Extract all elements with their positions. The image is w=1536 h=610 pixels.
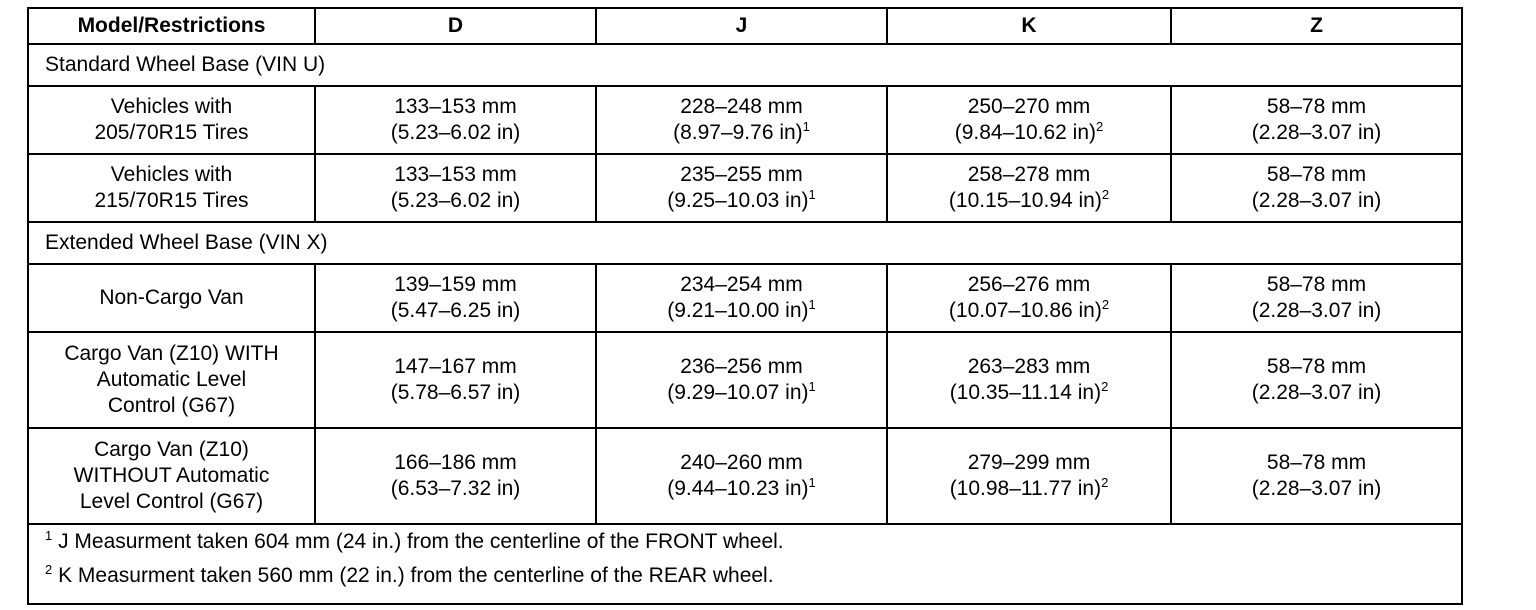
- value-mm: 58–78 mm: [1266, 95, 1367, 118]
- header-model-restrictions: Model/Restrictions: [28, 8, 315, 44]
- value-mm: 263–283 mm: [967, 355, 1091, 378]
- cell-j: [596, 428, 887, 524]
- table-row: [28, 86, 1462, 154]
- model-line: 215/70R15 Tires: [94, 189, 249, 212]
- footnote-text: J Measurment taken 604 mm (24 in.) from the centerline of the FRONT wheel.: [52, 530, 784, 553]
- value-in: (2.28–3.07 in): [1251, 381, 1382, 404]
- model-line: WITHOUT Automatic: [73, 464, 270, 487]
- table-row: [28, 264, 1462, 332]
- footnote-ref: 1: [808, 187, 816, 202]
- value-in: (2.28–3.07 in): [1251, 189, 1382, 212]
- footnote-ref: 2: [1101, 187, 1110, 202]
- value-mm: 58–78 mm: [1266, 451, 1367, 474]
- table-row: [28, 332, 1462, 428]
- value-in: (9.29–10.07 in)$^1$: [667, 379, 816, 404]
- model-cell: [28, 264, 315, 332]
- header-j: J: [596, 8, 887, 44]
- specification-table: [27, 7, 1463, 605]
- cell-d: [315, 154, 596, 222]
- cell-d: [315, 264, 596, 332]
- footnote-ref: 2: [1101, 379, 1109, 394]
- model-cell: [28, 154, 315, 222]
- value-in: (5.23–6.02 in): [390, 121, 521, 144]
- footnote-ref: 1: [802, 119, 810, 134]
- section-row-standard-wheel-base: [28, 44, 1462, 86]
- value-mm: 236–256 mm: [680, 355, 803, 378]
- footnote-ref: 2: [1096, 119, 1104, 134]
- footnote-ref: 2: [1101, 475, 1109, 490]
- cell-z: [1171, 428, 1462, 524]
- value-in: (2.28–3.07 in): [1251, 299, 1382, 322]
- model-cell: [28, 332, 315, 428]
- value-mm: 258–278 mm: [967, 163, 1091, 186]
- value-mm: 250–270 mm: [967, 95, 1091, 118]
- cell-k: [887, 428, 1171, 524]
- cell-k: [887, 332, 1171, 428]
- section-title: Extended Wheel Base (VIN X): [28, 222, 1462, 264]
- model-line: Automatic Level: [96, 368, 247, 391]
- footnote-2: [45, 559, 1461, 593]
- cell-j: [596, 154, 887, 222]
- cell-k: [887, 264, 1171, 332]
- value-mm: 240–260 mm: [680, 451, 803, 474]
- header-z: Z: [1171, 8, 1462, 44]
- model-line: Level Control (G67): [79, 490, 264, 513]
- cell-d: [315, 428, 596, 524]
- value-in: (9.84–10.62 in)$^2$: [954, 119, 1104, 144]
- footnote-mark: 2: [45, 562, 53, 577]
- value-in: (10.07–10.86 in)$^2$: [948, 297, 1110, 322]
- cell-j: [596, 264, 887, 332]
- header-k: K: [887, 8, 1171, 44]
- header-d: D: [315, 8, 596, 44]
- value-mm: 58–78 mm: [1266, 163, 1367, 186]
- header-row: [28, 8, 1462, 44]
- value-in: (10.35–11.14 in)$^2$: [949, 379, 1109, 404]
- cell-d: [315, 86, 596, 154]
- cell-k: [887, 86, 1171, 154]
- value-mm: 147–167 mm: [394, 355, 517, 378]
- footnote-ref: 1: [808, 379, 816, 394]
- value-in: (9.25–10.03 in)$^1$: [667, 187, 816, 212]
- value-mm: 58–78 mm: [1266, 273, 1367, 296]
- value-in: (6.53–7.32 in): [390, 477, 521, 500]
- model-line: Cargo Van (Z10): [94, 438, 249, 461]
- model-line: 205/70R15 Tires: [94, 121, 249, 144]
- table-row: [28, 154, 1462, 222]
- footnote-mark: 1: [45, 528, 53, 543]
- value-in: (2.28–3.07 in): [1251, 121, 1382, 144]
- model-cell: [28, 428, 315, 524]
- footnote-ref: 1: [808, 297, 816, 312]
- model-line: Vehicles with: [110, 163, 233, 186]
- value-in: (9.21–10.00 in)$^1$: [667, 297, 816, 322]
- cell-j: [596, 86, 887, 154]
- value-in: (10.15–10.94 in)$^2$: [948, 187, 1110, 212]
- value-in: (5.47–6.25 in): [390, 299, 521, 322]
- value-mm: 234–254 mm: [680, 273, 803, 296]
- cell-j: [596, 332, 887, 428]
- model-line: Cargo Van (Z10) WITH: [64, 342, 279, 365]
- value-mm: 139–159 mm: [394, 273, 517, 296]
- model-line: Non-Cargo Van: [99, 286, 244, 309]
- value-mm: 235–255 mm: [680, 163, 803, 186]
- value-in: (5.23–6.02 in): [390, 189, 521, 212]
- value-in: (9.44–10.23 in)$^1$: [667, 475, 816, 500]
- value-in: (8.97–9.76 in)$^1$: [673, 119, 810, 144]
- value-mm: 228–248 mm: [680, 95, 803, 118]
- cell-z: [1171, 264, 1462, 332]
- value-mm: 166–186 mm: [394, 451, 517, 474]
- cell-z: [1171, 86, 1462, 154]
- cell-z: [1171, 154, 1462, 222]
- value-in: (10.98–11.77 in)$^2$: [949, 475, 1109, 500]
- value-mm: 133–153 mm: [394, 95, 517, 118]
- value-mm: 279–299 mm: [967, 451, 1091, 474]
- section-title: Standard Wheel Base (VIN U): [28, 44, 1462, 86]
- model-line: Control (G67): [107, 394, 236, 417]
- cell-k: [887, 154, 1171, 222]
- value-in: (5.78–6.57 in): [390, 381, 521, 404]
- value-mm: 58–78 mm: [1266, 355, 1367, 378]
- value-mm: 133–153 mm: [394, 163, 517, 186]
- footnote-ref: 1: [808, 475, 816, 490]
- cell-d: [315, 332, 596, 428]
- cell-z: [1171, 332, 1462, 428]
- footnote-row: [28, 524, 1462, 604]
- table-row: [28, 428, 1462, 524]
- section-row-extended-wheel-base: [28, 222, 1462, 264]
- value-in: (2.28–3.07 in): [1251, 477, 1382, 500]
- footnotes-cell: [28, 524, 1462, 604]
- model-cell: [28, 86, 315, 154]
- value-mm: 256–276 mm: [967, 273, 1091, 296]
- footnote-text: K Measurment taken 560 mm (22 in.) from the centerline of the REAR wheel.: [52, 564, 774, 587]
- footnote-ref: 2: [1101, 297, 1110, 312]
- model-line: Vehicles with: [110, 95, 233, 118]
- footnote-1: [45, 525, 1461, 559]
